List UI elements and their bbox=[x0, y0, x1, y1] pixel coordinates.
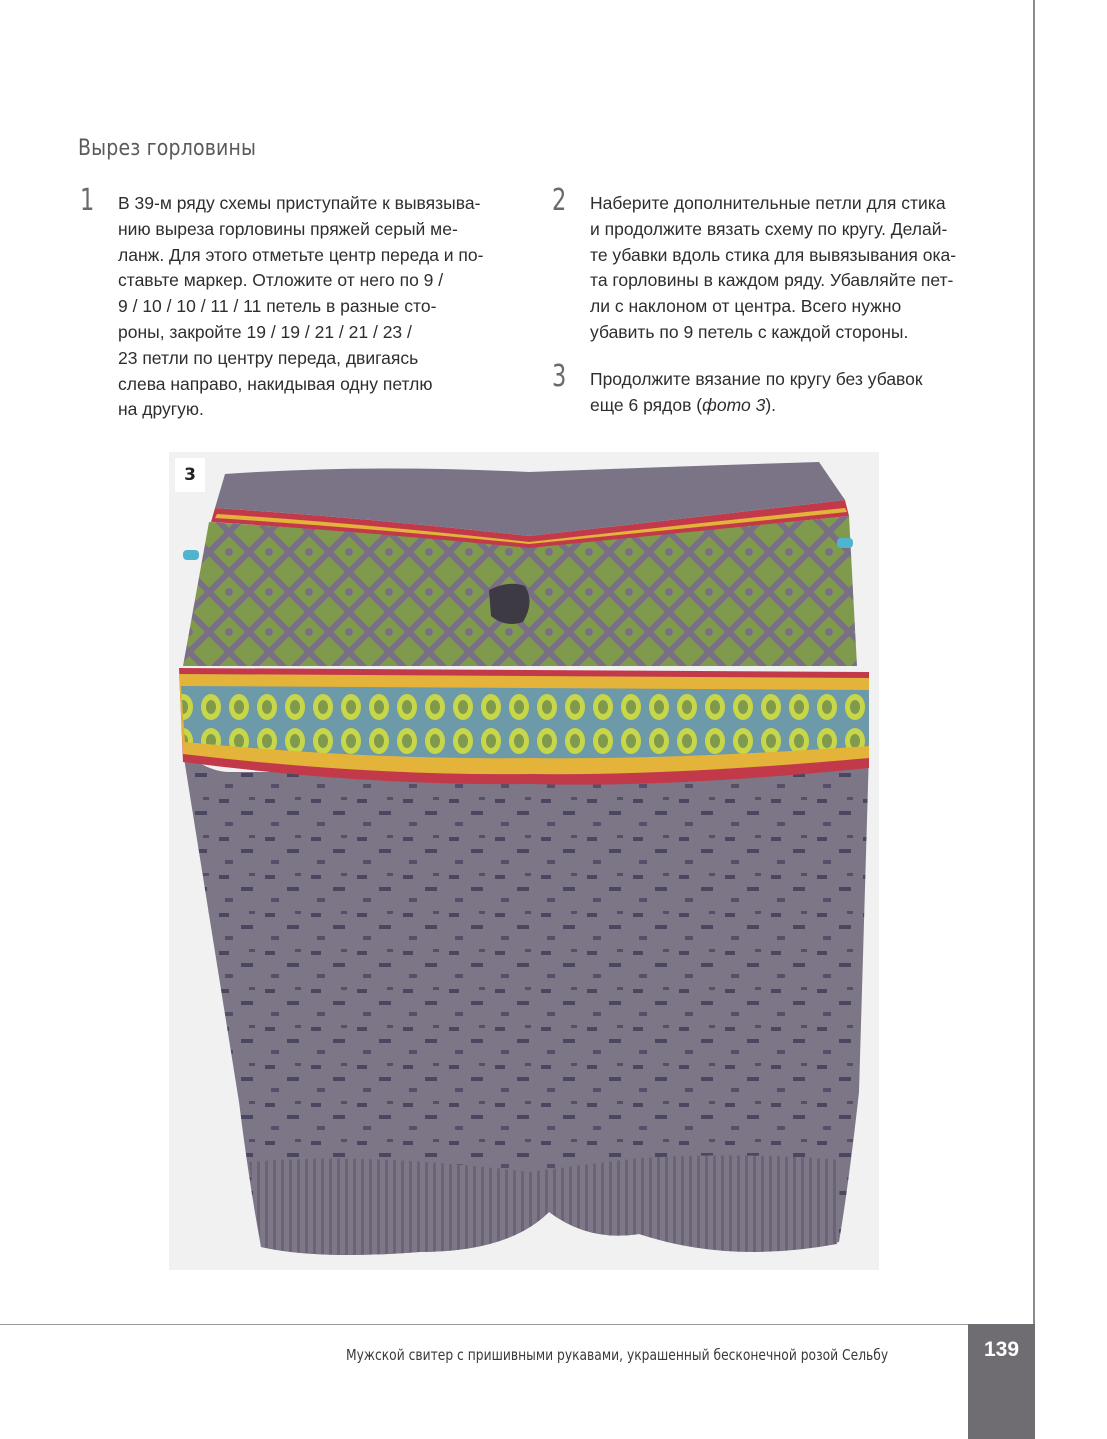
text-segment: ). bbox=[765, 394, 777, 415]
text-line: Наберите дополнительные петли для стика bbox=[590, 193, 946, 213]
page-number: 139 bbox=[983, 1338, 1020, 1361]
text-line: ланж. Для этого отметьте центр переда и по- bbox=[118, 244, 484, 265]
footer-title: Мужской свитер с пришивными рукавами, украшенный бесконечной розой Сельбу bbox=[345, 1346, 888, 1364]
footer-rule bbox=[0, 1324, 968, 1325]
step-number: 2 bbox=[552, 183, 567, 218]
text-line: ставьте маркер. Отложите от него по 9 / bbox=[118, 270, 444, 291]
text-line: 23 петли по центру переда, двигаясь bbox=[118, 347, 419, 368]
text-line: роны, закройте 19 / 19 / 21 / 21 / 23 / bbox=[118, 321, 412, 342]
text-line: Продолжите вязание по кругу без убавок bbox=[590, 369, 923, 389]
step-text bbox=[590, 367, 923, 419]
step-number: 3 bbox=[552, 359, 567, 394]
step-number: 1 bbox=[80, 183, 95, 218]
text-segment: еще 6 рядов ( bbox=[590, 394, 703, 415]
text-line: на другую. bbox=[118, 399, 204, 420]
sweater-photo bbox=[169, 452, 879, 1270]
text-line: В 39-м ряду схемы приступайте к вывязыва- bbox=[118, 193, 481, 213]
page-number-box bbox=[968, 1324, 1035, 1439]
text-line: та горловины в каждом ряду. Убавляйте пет- bbox=[590, 270, 954, 291]
text-line: нию выреза горловины пряжей серый ме- bbox=[118, 218, 458, 239]
text-line bbox=[590, 393, 923, 419]
photo-reference: фото 3 bbox=[702, 394, 766, 415]
text-line: 9 / 10 / 10 / 11 / 11 петель в разные сто- bbox=[118, 296, 437, 317]
text-line: ли с наклоном от центра. Всего нужно bbox=[590, 296, 902, 317]
text-line: убавить по 9 петель с каждой стороны. bbox=[590, 321, 909, 342]
section-heading: Вырез горловины bbox=[78, 136, 257, 161]
step-text bbox=[118, 191, 483, 423]
step-text bbox=[590, 191, 956, 346]
text-line: и продолжите вязать схему по кругу. Делай- bbox=[590, 218, 948, 239]
knitted-sweater-image bbox=[169, 452, 879, 1270]
text-line: те убавки вдоль стика для вывязывания ока- bbox=[590, 244, 957, 265]
text-line: слева направо, накидывая одну петлю bbox=[118, 373, 433, 394]
page-edge-line bbox=[1033, 0, 1035, 1325]
photo-label: 3 bbox=[175, 458, 205, 492]
